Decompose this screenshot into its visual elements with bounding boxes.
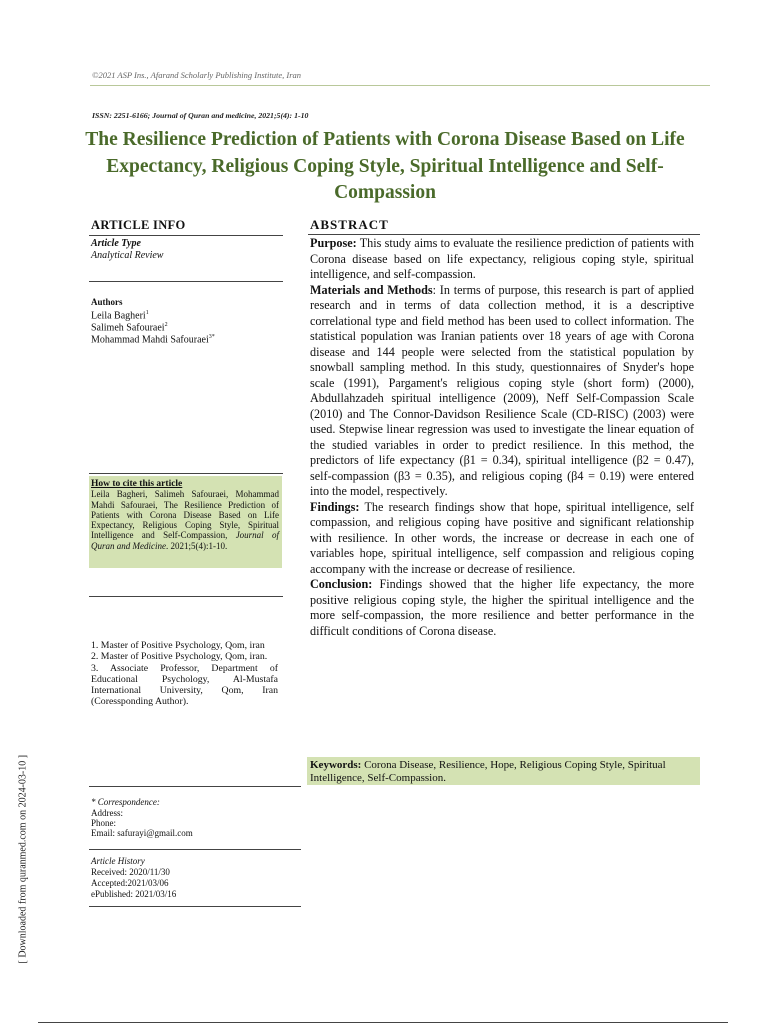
- abstract-conclusion: Conclusion: Findings showed that the higher life expectancy, the more positive religious coping style, the higher the spiritual intelligence and the more self-compassion, the more resilience and better performance in the difficult conditions of Corona disease.: [310, 577, 694, 638]
- abstract-purpose: Purpose: This study aims to evaluate the resilience prediction of patients with Corona disease based on life expectancy, religious coping style, spiritual intelligence, and self-compassion.: [310, 236, 694, 281]
- received-date: Received: 2020/11/30: [91, 867, 170, 877]
- abstract-methods: Materials and Methods: In terms of purpose, this research is part of applied research and in terms of data collection method, it is a descriptive correlational type and field method has been used to collect information. The statistical population was Iranian patients over 18 years of age with Corona disease and 144 people were selected from the statistical population by snowball sampling method. In this study, questionnaires of Snyder's hope scale (1991), Pargament's religious coping style (short form) (2000), Abdullahzadeh spiritual intelligence (2009), Neff Self-Compassion Scale (2010) and The Connor-Davidson Resilience Scale (CD-RISC) (2003) were used. Stepwise linear regression was used to investigate the linear equation of the studied variables in order to predict resilience. In this method, the predictors of life expectancy (β1 = 0.34), spiritual intelligence (β2 = 0.47), self-compassion (β3 = 0.35), and religious coping (β4 = 0.19) were entered into the model, respectively.: [310, 282, 694, 498]
- authors-label: Authors: [91, 297, 123, 307]
- type-divider: [89, 281, 283, 282]
- abstract-divider: [308, 234, 700, 235]
- correspondence-label: * Correspondence:: [91, 797, 160, 807]
- abstract-body: [310, 236, 694, 639]
- header-divider: [90, 85, 710, 86]
- author-1: Leila Bagheri$^1$: [91, 310, 149, 322]
- abstract-findings: Findings: The research findings show that hope, spiritual intelligence, self compassion, and religious coping have positive and significant relationship with resilience. In other words, the increase or decrease in each one of variables hope, spiritual intelligence, self compassion and religious coping accompany with the increase or decrease of resilience.: [310, 499, 694, 576]
- copyright-line: ©2021 ASP Ins., Afarand Scholarly Publishing Institute, Iran: [92, 70, 302, 80]
- epublished-date: ePublished: 2021/03/16: [91, 889, 177, 899]
- address-line: Address:: [91, 808, 123, 818]
- phone-line: Phone:: [91, 818, 117, 828]
- article-type-label: Article Type: [91, 238, 141, 249]
- affil-divider: [89, 596, 283, 597]
- abstract-heading: ABSTRACT: [310, 217, 389, 232]
- affiliations: [91, 640, 278, 708]
- cite-text: How to cite this article Leila Bagheri, Salimeh Safouraei, Mohammad Mahdi Safouraei, The Resilience Prediction of Patients with Corona Disease Based on Life Expectancy, Religious Coping Style, Spiritual Intelligence and Self-Compassion, Journal of Quran and Medicine. 2021;5(4):1-10.: [91, 479, 280, 551]
- affiliation-2: 2. Master of Positive Psychology, Qom, iran.: [91, 651, 268, 663]
- correspondence-divider: [89, 786, 301, 787]
- article-type-value: Analytical Review: [91, 250, 164, 261]
- affiliation-1: 1. Master of Positive Psychology, Qom, iran: [91, 640, 265, 651]
- affiliation-3: 3. Associate Professor, Department of Educational Psychology, Al-Mustafa International University, Qom, Iran (Coressponding Author).: [91, 662, 278, 708]
- history-label: Article History: [91, 856, 145, 866]
- cite-title: How to cite this article: [91, 479, 183, 489]
- email-line[interactable]: Email: safurayi@gmail.com: [91, 828, 193, 838]
- author-3: Mohammad Mahdi Safouraei$^{3*}$: [91, 334, 215, 346]
- issn-line: ISSN: 2251-6166; Journal of Quran and medicine, 2021;5(4): 1-10: [92, 111, 309, 120]
- footer-divider: [38, 1022, 728, 1023]
- keywords-text: Keywords: Corona Disease, Resilience, Hope, Religious Coping Style, Spiritual Intelligence, Self-Compassion.: [310, 759, 666, 784]
- info-divider: [89, 235, 283, 236]
- cite-divider: [89, 473, 283, 474]
- history-divider: [89, 849, 301, 850]
- download-side-note: [ Downloaded from quranmed.com on 2024-03-10 ]: [17, 754, 29, 964]
- history-bottom-divider: [89, 906, 301, 907]
- accepted-date: Accepted:2021/03/06: [91, 878, 169, 888]
- article-title: The Resilience Prediction of Patients with Corona Disease Based on Life Expectancy, Religious Coping Style, Spiritual Intelligence and Self-Compassion: [85, 129, 685, 203]
- author-2: Salimeh Safouraei$^2$: [91, 322, 168, 334]
- article-info-heading: ARTICLE INFO: [91, 218, 186, 232]
